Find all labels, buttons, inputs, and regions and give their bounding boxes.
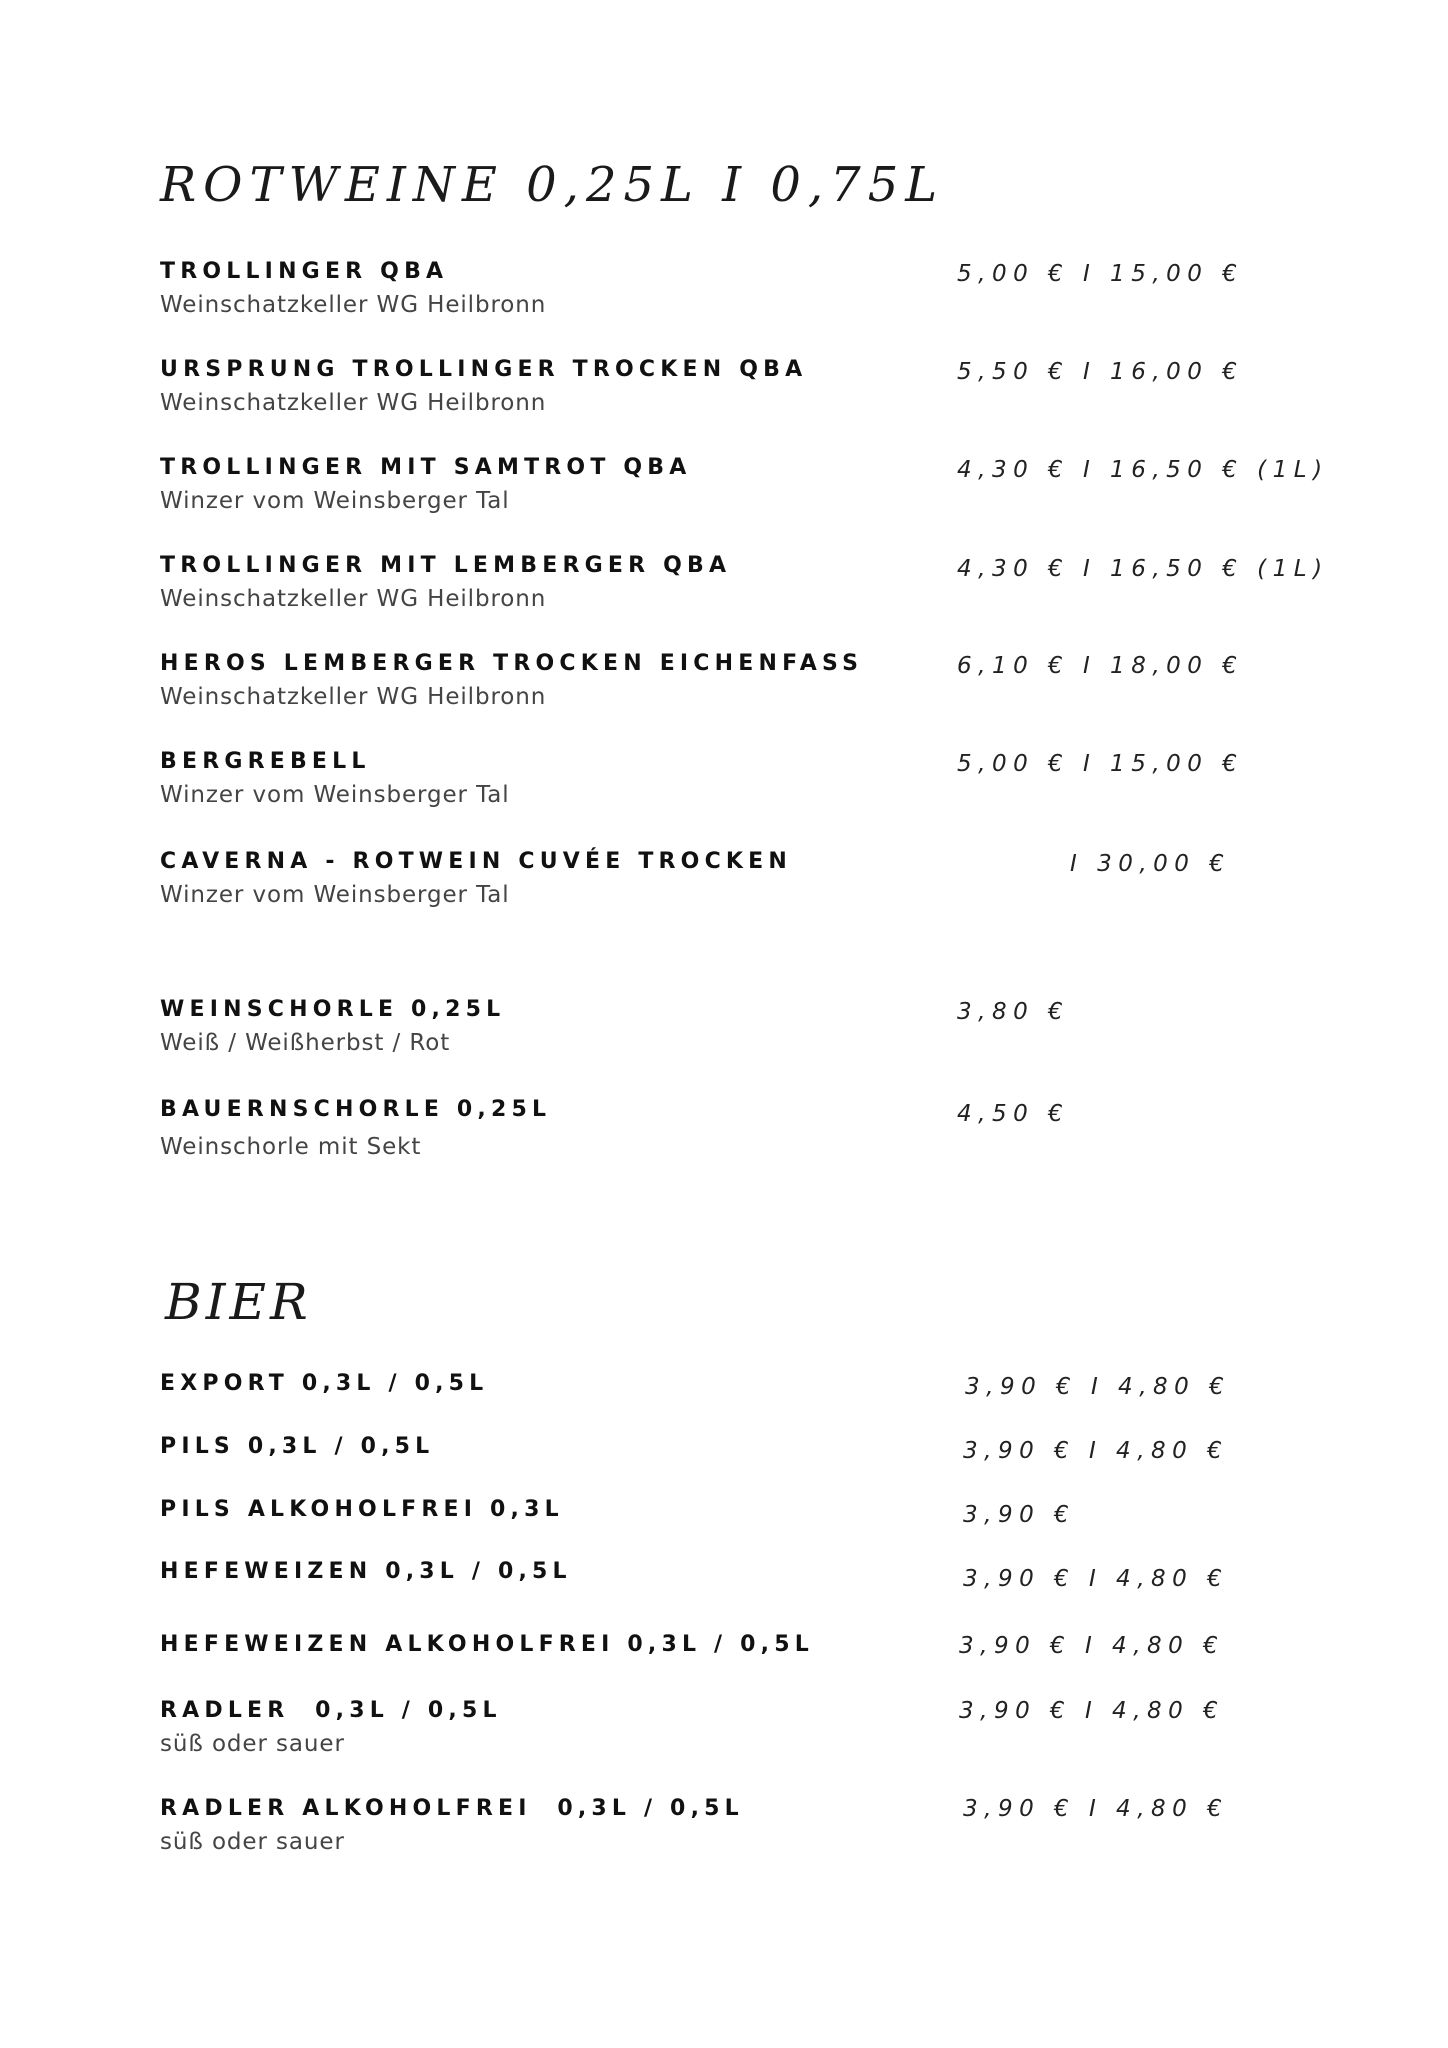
menu-item: [160, 1696, 1360, 1776]
menu-item: [160, 1095, 1360, 1175]
item-description: Winzer vom Weinsberger Tal: [160, 782, 510, 808]
item-name: CAVERNA - ROTWEIN CUVÉE TROCKEN: [160, 849, 792, 874]
item-name: PILS ALKOHOLFREI 0,3L: [160, 1497, 564, 1522]
item-price: 3,90 € I 4,80 €: [959, 1633, 1225, 1659]
item-price: 3,90 € I 4,80 €: [959, 1698, 1225, 1724]
item-price: 3,80 €: [957, 999, 1070, 1025]
item-name: HEROS LEMBERGER TROCKEN EICHENFASS: [160, 651, 864, 676]
item-name: TROLLINGER MIT LEMBERGER QBA: [160, 553, 732, 578]
item-description: Weiß / Weißherbst / Rot: [160, 1030, 451, 1056]
menu-item: [160, 649, 1360, 729]
item-price: 5,50 € I 16,00 €: [957, 359, 1244, 385]
menu-item: [160, 1794, 1360, 1874]
item-price: 3,90 € I 4,80 €: [963, 1796, 1229, 1822]
item-name: BERGREBELL: [160, 749, 371, 774]
menu-item: [160, 747, 1360, 827]
item-price: 4,30 € I 16,50 € (1L): [957, 556, 1329, 582]
item-name: PILS 0,3L / 0,5L: [160, 1434, 435, 1459]
item-description: Weinschatzkeller WG Heilbronn: [160, 390, 547, 416]
item-name: URSPRUNG TROLLINGER TROCKEN QBA: [160, 357, 808, 382]
item-price: 5,00 € I 15,00 €: [957, 261, 1244, 287]
item-name: BAUERNSCHORLE 0,25L: [160, 1097, 552, 1122]
item-name: RADLER ALKOHOLFREI 0,3L / 0,5L: [160, 1796, 744, 1821]
item-name: EXPORT 0,3L / 0,5L: [160, 1371, 489, 1396]
item-price: 6,10 € I 18,00 €: [957, 653, 1244, 679]
item-description: süß oder sauer: [160, 1829, 345, 1855]
menu-item: [160, 355, 1360, 435]
section-title-rotweine: ROTWEINE 0,25L I 0,75L: [160, 157, 945, 213]
item-name: RADLER 0,3L / 0,5L: [160, 1698, 502, 1723]
item-description: Winzer vom Weinsberger Tal: [160, 488, 510, 514]
item-price: I 30,00 €: [1070, 851, 1231, 877]
item-name: TROLLINGER MIT SAMTROT QBA: [160, 455, 692, 480]
menu-item: [160, 847, 1360, 927]
item-price: 3,90 € I 4,80 €: [963, 1438, 1229, 1464]
item-description: süß oder sauer: [160, 1731, 345, 1757]
item-price: 5,00 € I 15,00 €: [957, 751, 1244, 777]
item-name: TROLLINGER QBA: [160, 259, 449, 284]
item-name: WEINSCHORLE 0,25L: [160, 997, 506, 1022]
item-description: Weinschatzkeller WG Heilbronn: [160, 292, 547, 318]
item-price: 3,90 €: [963, 1502, 1076, 1528]
item-description: Weinschorle mit Sekt: [160, 1134, 422, 1160]
item-description: Weinschatzkeller WG Heilbronn: [160, 586, 547, 612]
item-price: 3,90 € I 4,80 €: [965, 1374, 1231, 1400]
menu-item: [160, 453, 1360, 533]
menu-item: [160, 1557, 1360, 1637]
item-price: 4,30 € I 16,50 € (1L): [957, 457, 1329, 483]
item-description: Weinschatzkeller WG Heilbronn: [160, 684, 547, 710]
section-title-bier: BIER: [165, 1273, 312, 1331]
item-name: HEFEWEIZEN 0,3L / 0,5L: [160, 1559, 572, 1584]
item-price: 3,90 € I 4,80 €: [963, 1566, 1229, 1592]
menu-item: [160, 551, 1360, 631]
item-name: HEFEWEIZEN ALKOHOLFREI 0,3L / 0,5L: [160, 1632, 814, 1657]
menu-item: [160, 257, 1360, 337]
item-description: Winzer vom Weinsberger Tal: [160, 882, 510, 908]
menu-item: [160, 995, 1360, 1075]
item-price: 4,50 €: [957, 1101, 1070, 1127]
